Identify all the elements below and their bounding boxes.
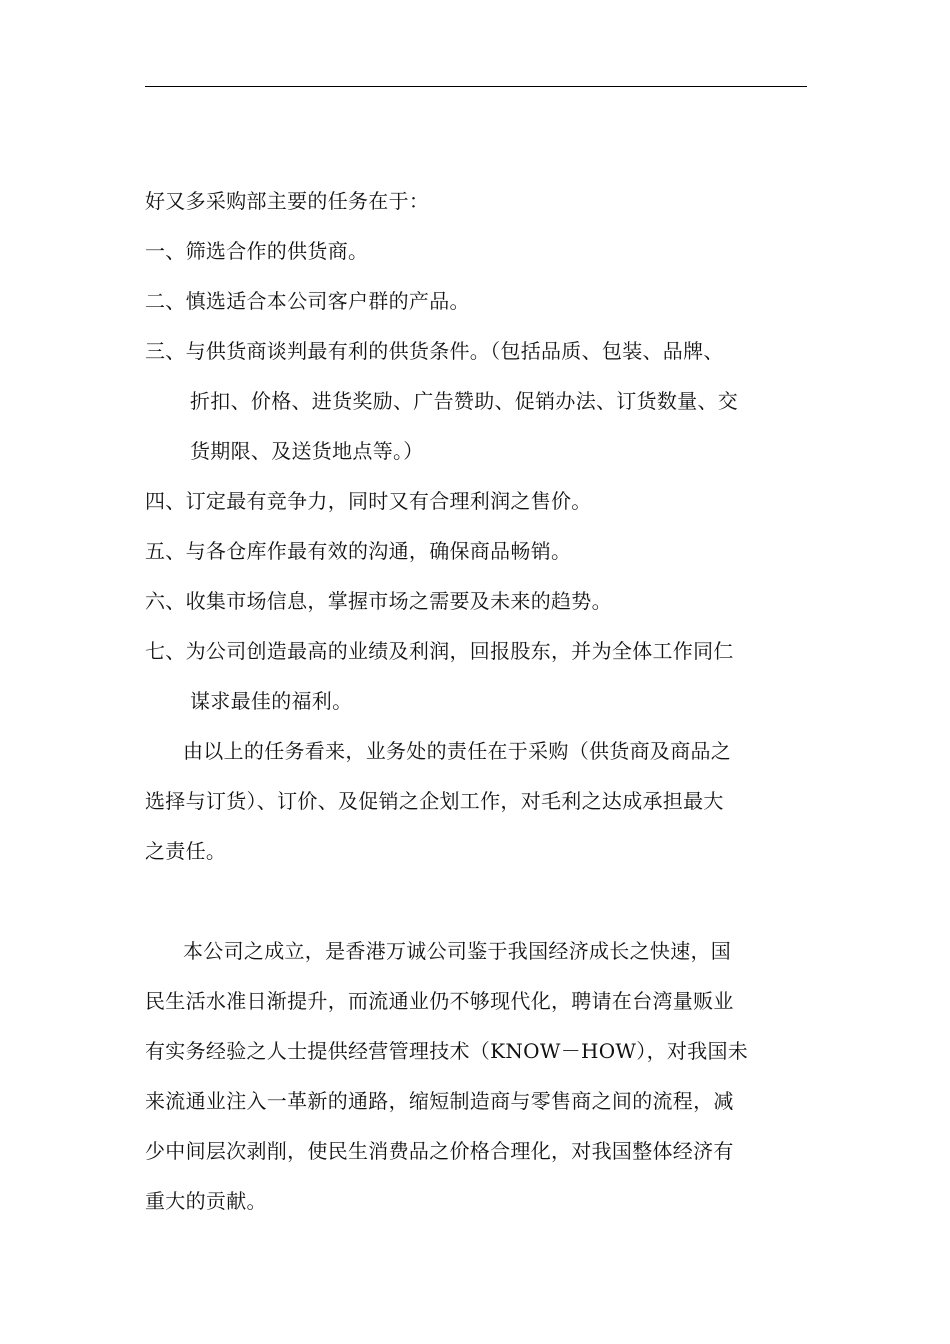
company-paragraph-line-3: 有实务经验之人士提供经营管理技术（KNOW－HOW），对我国未 xyxy=(145,1039,749,1063)
task-item-4: 四、订定最有竞争力，同时又有合理利润之售价。 xyxy=(145,489,592,513)
company-paragraph-line-5: 少中间层次剥削，使民生消费品之价格合理化，对我国整体经济有 xyxy=(145,1139,734,1163)
summary-paragraph-line-2: 选择与订货）、订价、及促销之企划工作，对毛利之达成承担最大 xyxy=(145,789,724,813)
company-paragraph-line-1: 本公司之成立，是香港万诚公司鉴于我国经济成长之快速，国 xyxy=(183,939,732,963)
header-rule xyxy=(145,86,807,87)
task-item-5: 五、与各仓库作最有效的沟通，确保商品畅销。 xyxy=(145,539,572,563)
intro-text: 好又多采购部主要的任务在于： xyxy=(145,189,430,213)
task-item-6: 六、收集市场信息，掌握市场之需要及未来的趋势。 xyxy=(145,589,612,613)
company-paragraph-line-2: 民生活水准日渐提升，而流通业仍不够现代化，聘请在台湾量贩业 xyxy=(145,989,734,1013)
company-paragraph-line-4: 来流通业注入一革新的通路，缩短制造商与零售商之间的流程，减 xyxy=(145,1089,734,1113)
task-item-1: 一、筛选合作的供货商。 xyxy=(145,239,369,263)
task-item-3-line-3: 货期限、及送货地点等。） xyxy=(190,439,424,463)
company-paragraph-line-6: 重大的贡献。 xyxy=(145,1189,267,1213)
summary-paragraph-line-1: 由以上的任务看来，业务处的责任在于采购（供货商及商品之 xyxy=(183,739,732,763)
task-item-3-line-1: 三、与供货商谈判最有利的供货条件。（包括品质、包装、品牌、 xyxy=(145,339,724,363)
task-item-7-line-1: 七、为公司创造最高的业绩及利润，回报股东，并为全体工作同仁 xyxy=(145,639,734,663)
task-item-3-line-2: 折扣、价格、进货奖励、广告赞助、促销办法、订货数量、交 xyxy=(190,389,739,413)
task-item-2: 二、慎选适合本公司客户群的产品。 xyxy=(145,289,470,313)
task-item-7-line-2: 谋求最佳的福利。 xyxy=(190,689,353,713)
summary-paragraph-line-3: 之责任。 xyxy=(145,839,227,863)
